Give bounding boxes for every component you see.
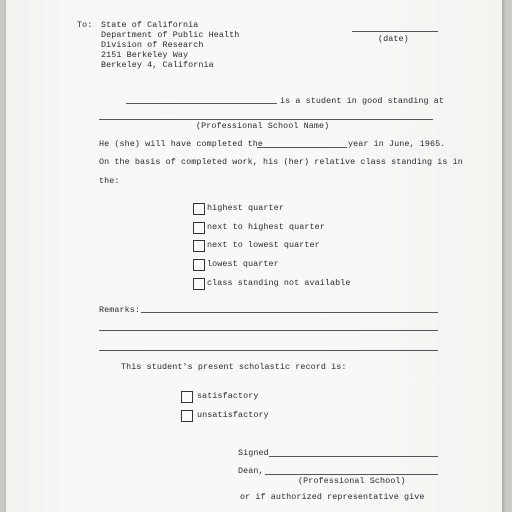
school-caption: (Professional School) bbox=[298, 476, 406, 486]
address-line: State of California bbox=[101, 20, 199, 30]
student-name-field[interactable] bbox=[126, 103, 277, 104]
address-line: 2151 Berkeley Way bbox=[101, 50, 189, 60]
record-prompt: This student's present scholastic record is: bbox=[121, 362, 347, 372]
completion-suffix: year in June, 1965. bbox=[348, 139, 446, 149]
satisfactory-checkbox[interactable] bbox=[181, 391, 193, 403]
checkbox-label: unsatisfactory bbox=[197, 410, 269, 420]
dean-field[interactable] bbox=[265, 474, 438, 475]
remarks-line[interactable] bbox=[99, 350, 438, 351]
signed-label: Signed bbox=[238, 448, 269, 458]
basis-text-cont: the: bbox=[99, 176, 120, 186]
checkbox-label: satisfactory bbox=[197, 391, 259, 401]
lowest-quarter-checkbox[interactable] bbox=[193, 259, 205, 271]
address-line: Division of Research bbox=[101, 40, 204, 50]
remarks-line[interactable] bbox=[99, 330, 438, 331]
year-field[interactable] bbox=[257, 147, 347, 148]
recipient-address bbox=[101, 20, 239, 70]
basis-text: On the basis of completed work, his (her) relative class standing is in bbox=[99, 157, 463, 167]
address-line: Berkeley 4, California bbox=[101, 60, 214, 70]
to-label: To: bbox=[77, 20, 93, 30]
checkbox-label: next to highest quarter bbox=[207, 222, 325, 232]
checkbox-label: class standing not available bbox=[207, 278, 351, 288]
next-to-highest-checkbox[interactable] bbox=[193, 222, 205, 234]
completion-prefix: He (she) will have completed the bbox=[99, 139, 264, 149]
signature-field[interactable] bbox=[269, 456, 438, 457]
standing-text: is a student in good standing at bbox=[280, 96, 445, 106]
remarks-line[interactable] bbox=[141, 312, 438, 313]
next-to-lowest-checkbox[interactable] bbox=[193, 240, 205, 252]
address-line: Department of Public Health bbox=[101, 30, 240, 40]
date-caption: (date) bbox=[378, 34, 409, 44]
checkbox-label: next to lowest quarter bbox=[207, 240, 320, 250]
dean-label: Dean, bbox=[238, 466, 264, 476]
school-name-caption: (Professional School Name) bbox=[196, 121, 330, 131]
date-field[interactable] bbox=[352, 31, 438, 32]
form-sheet bbox=[6, 0, 502, 512]
unsatisfactory-checkbox[interactable] bbox=[181, 410, 193, 422]
checkbox-label: lowest quarter bbox=[207, 259, 279, 269]
checkbox-label: highest quarter bbox=[207, 203, 284, 213]
not-available-checkbox[interactable] bbox=[193, 278, 205, 290]
remarks-label: Remarks: bbox=[99, 305, 141, 315]
footer-text: or if authorized representative give bbox=[240, 492, 425, 502]
school-name-field[interactable] bbox=[99, 119, 433, 120]
highest-quarter-checkbox[interactable] bbox=[193, 203, 205, 215]
